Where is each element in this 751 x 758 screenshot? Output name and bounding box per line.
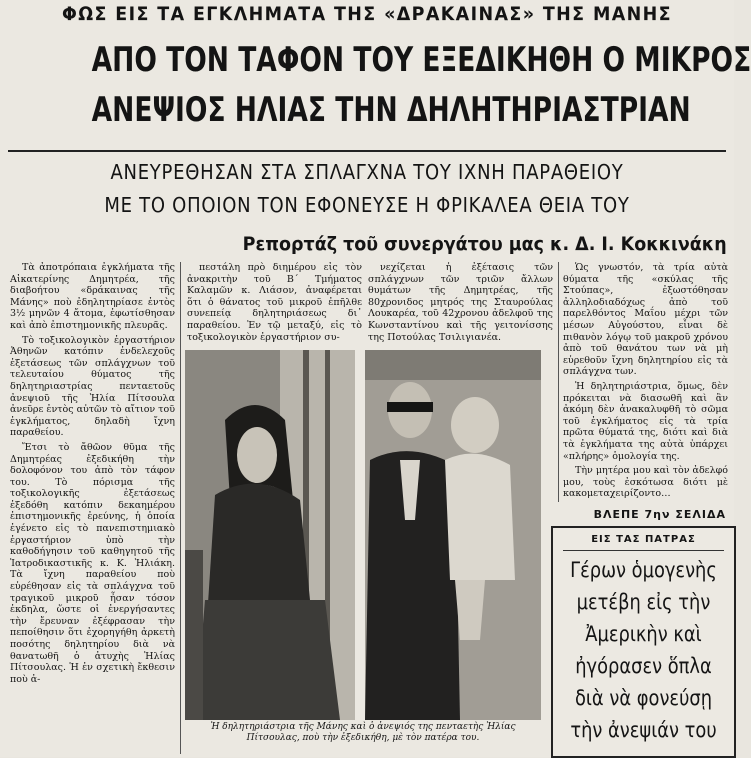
paragraph: Ἡ δηλητηριάστρια, ὅμως, δὲν πρόκειται νὰ διασωθῆ καὶ ἂν ἀκόμη δὲν ἀνακαλυφθῆ τὸ σῶμα τοῦ ἐγκλήματος εἰς τὰ τρία πρῶτα θύματά της, διότι καὶ διὰ τὰ ἐγκλήματα της αὐτὰ ὑπάρχει «πλήρης» ὁμολογία της. xyxy=(563,380,728,462)
article-column-4 xyxy=(563,262,728,500)
paragraph: νεχίζεται ἡ ἐξέτασις τῶν σπλάγχνων τῶν τριῶν ἄλλων θυμάτων τῆς Δημητρέας, τῆς 80χρονιδος μητρός της Σταυρούλας Λουκαρέα, τοῦ 42χρονου ἀδελφοῦ της Κωνσταντίνου καὶ τῆς γειτονίσσης της Ποτούλας Τσιλιγιανέα. xyxy=(368,262,553,343)
column-divider xyxy=(180,262,181,754)
side-story-box xyxy=(551,526,736,758)
article-column-3 xyxy=(368,262,553,343)
side-story-line: τὴν ἀνεψιάν του xyxy=(570,718,717,742)
paragraph: Ὡς γνωστόν, τὰ τρία αὐτὰ θύματα τῆς «σκύλας τῆς Στούπας», ἐξωστόθησαν ἀλληλοδιαδόχως ἀπὸ τοῦ παρελθόντος Μαΐου μέχρι τῶν μέσων Αὐγούστου, εἶναι δὲ πιθανὸν λόγῳ τοῦ μακροῦ χρόνου ἀπὸ τοῦ θανάτου των νὰ μὴ εὑρεθοῦν ἴχνη δηλητηρίου εἰς τὰ σπλάγχνα των. xyxy=(563,262,728,378)
side-story-line: ἠγόρασεν ὅπλα xyxy=(575,654,712,678)
headline-line-2: ΑΝΕΨΙΟΣ ΗΛΙΑΣ ΤΗΝ ΔΗΛΗΤΗΡΙΑΣΤΡΙΑΝ xyxy=(91,90,691,130)
paragraph: πεστάλη πρὸ διημέρου εἰς τὸν ἀνακριτὴν τοῦ Β΄ Τμήματος Καλαμῶν κ. Λιάσον, ἀναφέρεται ὅτι ὁ θάνατος τοῦ μικροῦ ἐπῆλθε συνεπείᾳ δηλητηριάσεως δι᾽ παραθείου. Ἐν τῷ μεταξύ, εἰς τὸ τοξικολογικὸν ἐργαστήριον συ- xyxy=(187,262,362,343)
paragraph: Τὸ τοξικολογικὸν ἐργαστήριον Ἀθηνῶν κατόπιν ἐνδελεχοῦς ἐξετάσεως τῶν σπλάγχνων τοῦ τελευταίου θύματος τῆς δηλητηριαστρίας πενταετοῦς ἀνεψιοῦ τῆς Ἠλία Πίτσουλα ἀνεῦρε ἐντὸς αὐτῶν τὸ αἴτιον τοῦ ἐγκλήματος, δηλαδὴ ἴχνη παραθείου. xyxy=(10,334,175,439)
side-story-line: Ἀμερικὴν καὶ xyxy=(585,622,702,646)
photo-caption: Ἡ δηλητηριάστρια τῆς Μάνης καὶ ὁ ἀνεψιός της πενταετὴς Ἠλίας Πίτσουλας, ποὺ τὴν ἐξεδικήθη, μὲ τὸν πατέρα του. xyxy=(210,722,516,743)
article-column-1 xyxy=(10,262,175,752)
paragraph: Τὰ ἀποτρόπαια ἐγκλήματα τῆς Αἰκατερίνης Δημητρέα, τῆς διαβοήτου «δράκαινας τῆς Μάνης» ποὺ ἐδηλητηρίασε ἐντὸς 3½ μηνῶν 4 ἄτομα, ἐφωτίσθησαν καὶ ἀπὸ ἐπιστημονικῆς πλευρᾶς. xyxy=(10,262,175,331)
headline-line-1: ΑΠΟ ΤΟΝ ΤΑΦΟΝ ΤΟΥ ΕΞΕΔΙΚΗΘΗ Ο ΜΙΚΡΟΣ xyxy=(91,40,751,80)
photo-man-with-child-image xyxy=(365,350,541,720)
article-column-2 xyxy=(187,262,362,343)
photo-woman-image xyxy=(185,350,355,720)
see-page-reference: ΒΛΕΠΕ 7ην ΣΕΛΙΔΑ xyxy=(593,508,726,521)
byline: Ρεπορτάζ τοῦ συνεργάτου μας κ. Δ. Ι. Κοκκινάκη xyxy=(242,233,727,255)
paragraph: Τὴν μητέρα μου καὶ τὸν ἀδελφό μου, τοὺς ἐσκότωσα διότι μὲ κακομεταχειρίζοντο… xyxy=(563,465,728,500)
column-divider xyxy=(558,262,559,502)
paragraph: Ἔτσι τὸ ἄθῶον θῦμα τῆς Δημητρέας ἐξεδικήθη τὴν δολοφόνον του ἀπὸ τὸν τάφον του. Τὸ πόρισμα τῆς τοξικολογικῆς ἐξετάσεως ἐξεδόθη κατόπιν δεκαημέρου ἐπιστημονικῆς ἐρεύνης, ἡ ὁποία ἐγένετο εἰς τὸ πανεπιστημιακὸ ἐργαστήριον ὑπὸ τὴν καθοδήγησιν τοῦ καθηγητοῦ τῆς Ἰατροδικαστικῆς κ. Κ. Ἠλιάκη. Τὰ ἴχνη παραθείου ποὺ εὑρέθησαν εἰς τὰ σπλάγχνα τοῦ τραγικοῦ μικροῦ ἦσαν τόσον ἐκδηλα, ὥστε οἱ ἐνεργήσαντες τὴν ἔρευναν ἐξέφρασαν τὴν πεποίθησιν ὅτι ἐχορηγήθη ἀρκετὴ ποσότης δηλητηρίου διὰ νὰ θανατωθῆ ὁ ἀτυχὴς Ἠλίας Πίτσουλας. Ἡ ἐν σχετικὴ ἔκθεσιν ποὺ ἀ- xyxy=(10,441,175,685)
divider xyxy=(563,550,724,551)
photo-man-with-child xyxy=(365,350,541,720)
photo-woman xyxy=(185,350,355,720)
divider xyxy=(8,150,726,152)
subhead-line-1: ΑΝΕΥΡΕΘΗΣΑΝ ΣΤΑ ΣΠΛΑΓΧΝΑ ΤΟΥ ΙΧΝΗ ΠΑΡΑΘΕΙΟΥ xyxy=(110,160,624,184)
side-story-kicker: ΕΙΣ ΤΑΣ ΠΑΤΡΑΣ xyxy=(591,534,696,545)
subhead-line-2: ΜΕ ΤΟ ΟΠΟΙΟΝ ΤΟΝ ΕΦΟΝΕΥΣΕ Η ΦΡΙΚΑΛΕΑ ΘΕΙΑ ΤΟΥ xyxy=(104,193,630,217)
side-story-line: Γέρων ὁμογενὴς xyxy=(570,558,717,582)
kicker: ΦΩΣ ΕΙΣ ΤΑ ΕΓΚΛΗΜΑΤΑ ΤΗΣ «ΔΡΑΚΑΙΝΑΣ» ΤΗΣ ΜΑΝΗΣ xyxy=(62,3,672,25)
side-story-line: διὰ νὰ φονεύσῃ xyxy=(574,686,713,710)
side-story-line: μετέβη εἰς τὴν xyxy=(576,590,711,614)
